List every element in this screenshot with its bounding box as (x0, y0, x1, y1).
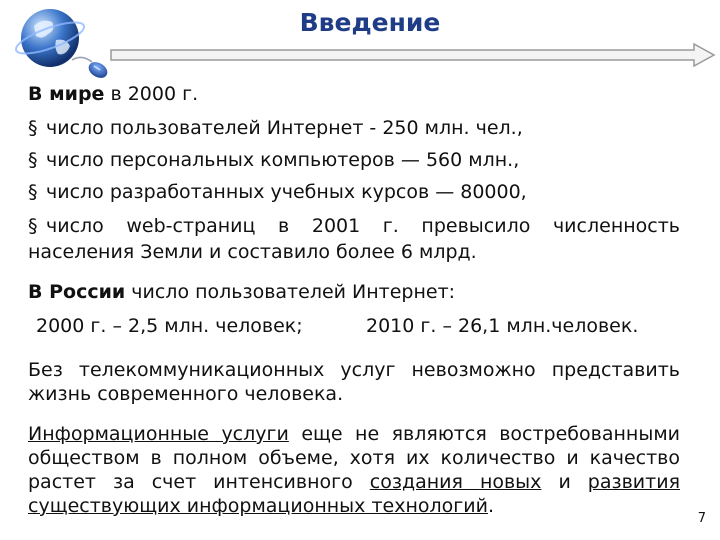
world-bullet-last-line2: населения Земли и составило более 6 млрд. (28, 241, 477, 263)
world-bullet (28, 116, 523, 140)
bullet-icon: § (28, 215, 38, 237)
link-development[interactable]: развития существующих информационных технологий (28, 471, 680, 517)
link-info-services[interactable]: Информационные услуги (28, 423, 289, 445)
title-arrow-icon (110, 43, 716, 67)
link-creation[interactable]: создания (369, 471, 480, 493)
world-heading (28, 82, 198, 106)
world-year: в 2000 г. (104, 83, 199, 105)
paragraph-text: и (541, 471, 588, 493)
russia-stat-2010: 2010 г. – 26,1 млн.человек. (366, 315, 639, 337)
slide-title: Введение (299, 8, 441, 37)
bullet-icon: § (28, 149, 38, 171)
russia-text: число пользователей Интернет: (125, 281, 456, 303)
world-label: В мире (28, 83, 105, 105)
world-bullet-text: число персональных компьютеров — 560 млн., (46, 149, 520, 171)
russia-stat-2000: 2000 г. – 2,5 млн. человек; (36, 315, 303, 337)
paragraph-telecom: Без телекоммуникационных услуг невозможно представить жизнь современного человека. (28, 359, 680, 405)
bullet-icon: § (28, 117, 38, 139)
world-bullet (28, 148, 519, 172)
world-bullet-last (28, 214, 680, 238)
russia-label: В России (28, 281, 126, 303)
russia-heading (28, 280, 455, 304)
bullet-icon: § (28, 181, 38, 203)
world-bullet (28, 180, 527, 204)
world-bullet-text: число разработанных учебных курсов — 80000, (46, 181, 527, 203)
world-bullet-last-line1: число web-страниц в 2001 г. превысило численность (46, 215, 680, 237)
link-new[interactable]: новых (479, 471, 542, 493)
paragraph-text: еще не являются востребованными обществом в полном объеме, хотя их количество и качество растет за счет интенсивного (28, 423, 681, 493)
paragraph-text: . (487, 495, 495, 517)
paragraph-info-services (28, 422, 680, 518)
world-bullet-text: число пользователей Интернет - 250 млн. чел., (46, 117, 523, 139)
page-number: 7 (697, 511, 706, 526)
globe-mouse-icon (12, 4, 112, 84)
